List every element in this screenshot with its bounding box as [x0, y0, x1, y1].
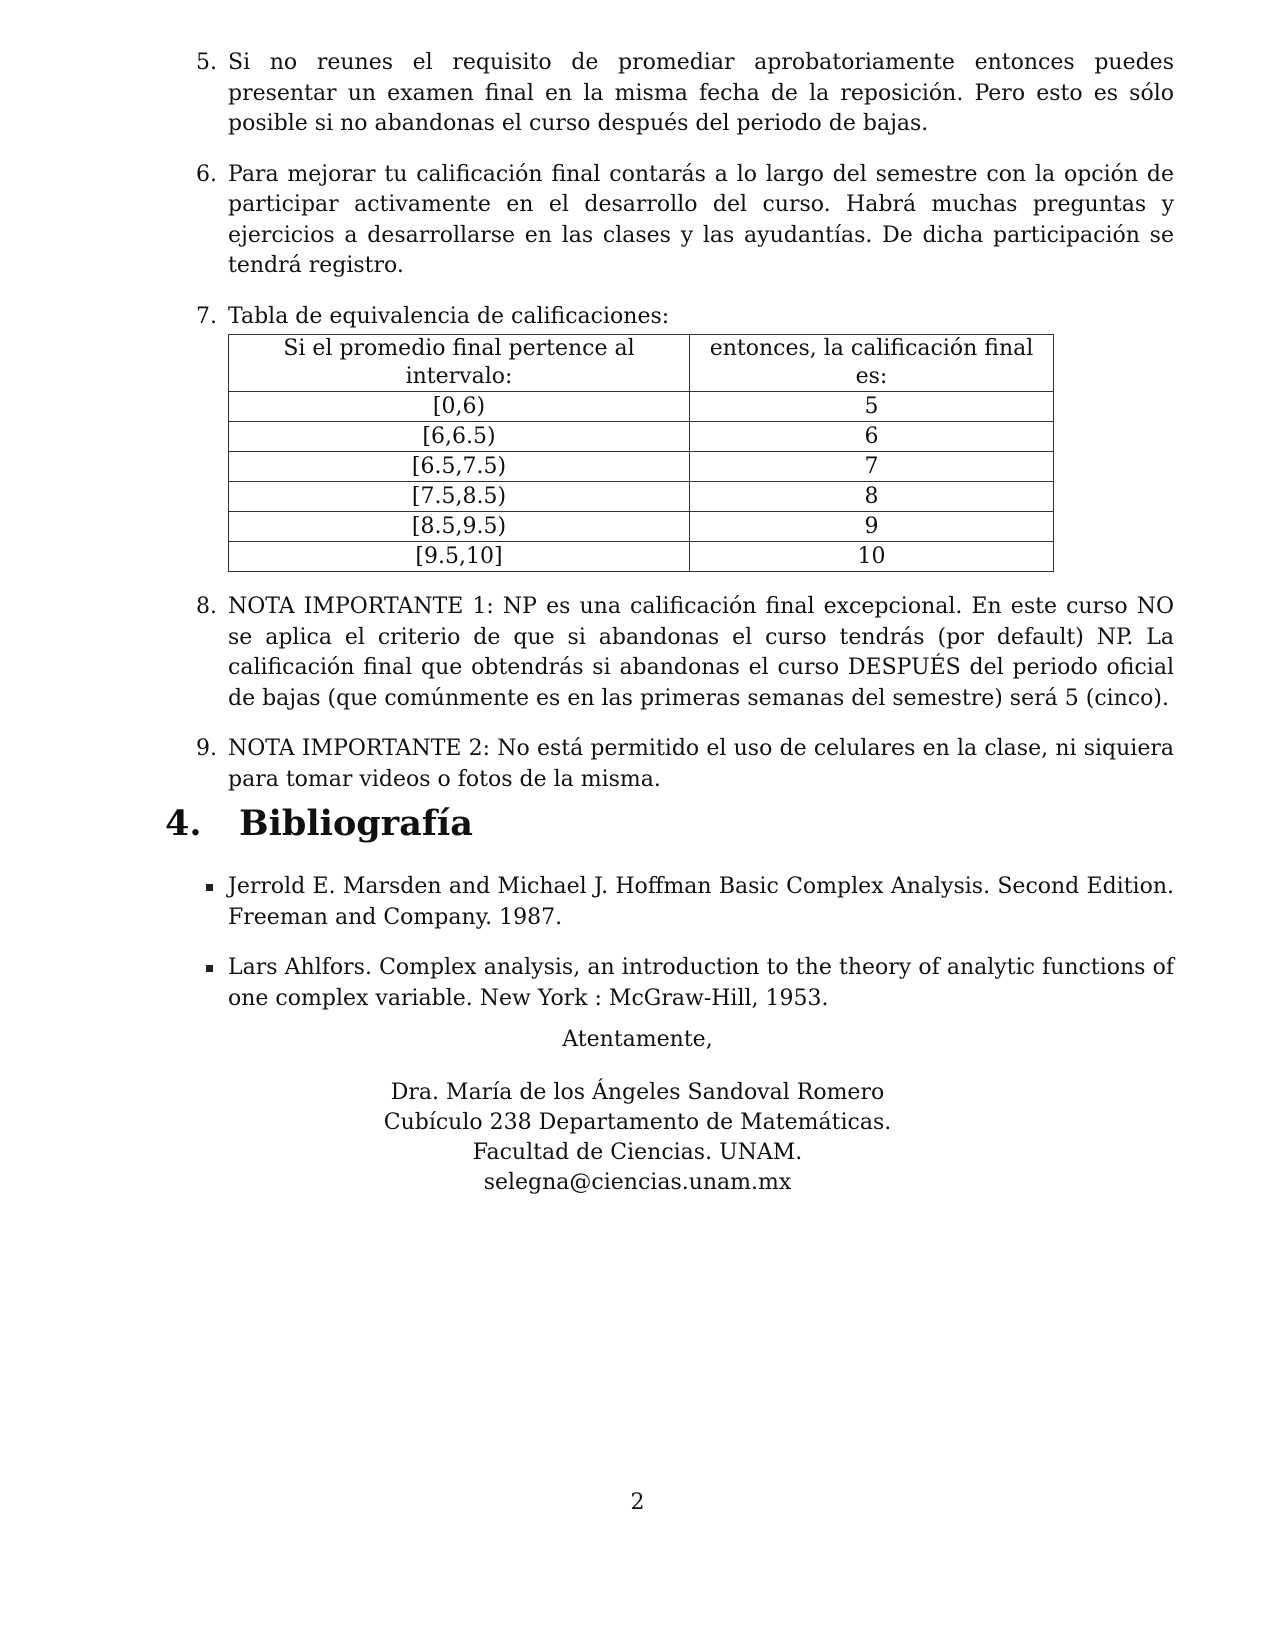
- list-item-number: 6.: [196, 161, 217, 187]
- grade-cell: 9: [690, 512, 1054, 542]
- numbered-list-section: [196, 48, 1174, 815]
- signer-email: selegna@ciencias.unam.mx: [483, 1170, 792, 1195]
- numbered-list: [196, 48, 1174, 795]
- interval-cell: [6,6.5): [229, 422, 690, 452]
- list-item: [196, 160, 1174, 282]
- list-item: [196, 48, 1174, 140]
- bibliography-text: Jerrold E. Marsden and Michael J. Hoffman Basic Complex Analysis. Second Edition. Freeman and Company. 1987.: [228, 874, 1174, 930]
- grade-cell: 7: [690, 452, 1054, 482]
- list-item-text: Si no reunes el requisito de promediar aprobatoriamente entonces puedes presentar un examen final en la misma fecha de la reposición. Pero esto es sólo posible si no abandonas el curso después del periodo de bajas.: [228, 50, 1174, 136]
- grade-cell: 8: [690, 482, 1054, 512]
- grade-cell: 5: [690, 392, 1054, 422]
- list-item-number: 8.: [196, 594, 217, 619]
- table-header-interval: Si el promedio final pertence al intervalo:: [229, 335, 690, 392]
- table-row: [229, 422, 1054, 452]
- list-item-number: 9.: [196, 736, 217, 761]
- grade-cell: 10: [690, 542, 1054, 572]
- table-row: [229, 392, 1054, 422]
- section-heading: [165, 803, 473, 844]
- signer-faculty: Facultad de Ciencias. UNAM.: [472, 1140, 803, 1165]
- list-item-text: Para mejorar tu calificación final contarás a lo largo del semestre con la opción de participar activamente en el desarrollo del curso. Habrá muchas preguntas y ejercicios a desarrollarse en las clases y las ayudantías. De dicha participación se tendrá registro.: [228, 161, 1174, 278]
- table-header-grade: entonces, la calificación final es:: [690, 335, 1054, 392]
- signer-office: Cubículo 238 Departamento de Matemáticas.: [383, 1110, 892, 1135]
- bibliography-list: [228, 872, 1174, 1034]
- section-number: 4.: [165, 803, 202, 844]
- bibliography-item: [228, 872, 1174, 933]
- signature-block: [0, 1078, 1275, 1198]
- bibliography-item: [228, 953, 1174, 1014]
- signer-name: Dra. María de los Ángeles Sandoval Romero: [390, 1080, 885, 1105]
- interval-cell: [9.5,10]: [229, 542, 690, 572]
- list-item: [196, 734, 1174, 795]
- section-title: Bibliografía: [239, 803, 473, 844]
- square-bullet-icon: [206, 884, 213, 891]
- list-item-number: 5.: [196, 50, 217, 75]
- bibliography-text: Lars Ahlfors. Complex analysis, an introduction to the theory of analytic functions of one complex variable. New York : McGraw-Hill, 1953.: [228, 955, 1174, 1011]
- interval-cell: [6.5,7.5): [229, 452, 690, 482]
- table-row: [229, 542, 1054, 572]
- table-row: [229, 482, 1054, 512]
- table-row: [229, 512, 1054, 542]
- page-number: 2: [630, 1490, 645, 1515]
- grade-cell: 6: [690, 422, 1054, 452]
- list-item-text: NOTA IMPORTANTE 1: NP es una calificación final excepcional. En este curso NO se aplica el criterio de que si abandonas el curso tendrás (por default) NP. La calificación final que obtendrás si abandonas el curso DESPUÉS del periodo oficial de bajas (que comúnmente es en las primeras semanas del semestre) será 5 (cinco).: [228, 594, 1174, 711]
- list-item: [196, 592, 1174, 714]
- list-item-text: NOTA IMPORTANTE 2: No está permitido el uso de celulares en la clase, ni siquiera para tomar videos o fotos de la misma.: [228, 736, 1174, 792]
- interval-cell: [7.5,8.5): [229, 482, 690, 512]
- list-item-text: Tabla de equivalencia de calificaciones:: [228, 303, 670, 329]
- list-item: [196, 302, 1174, 573]
- interval-cell: [8.5,9.5): [229, 512, 690, 542]
- interval-cell: [0,6): [229, 392, 690, 422]
- grade-equivalence-table: [228, 334, 1054, 572]
- square-bullet-icon: [206, 965, 213, 972]
- table-header-row: [229, 335, 1054, 392]
- list-item-number: 7.: [196, 303, 217, 329]
- table-row: [229, 452, 1054, 482]
- closing-salutation: Atentamente,: [562, 1027, 713, 1052]
